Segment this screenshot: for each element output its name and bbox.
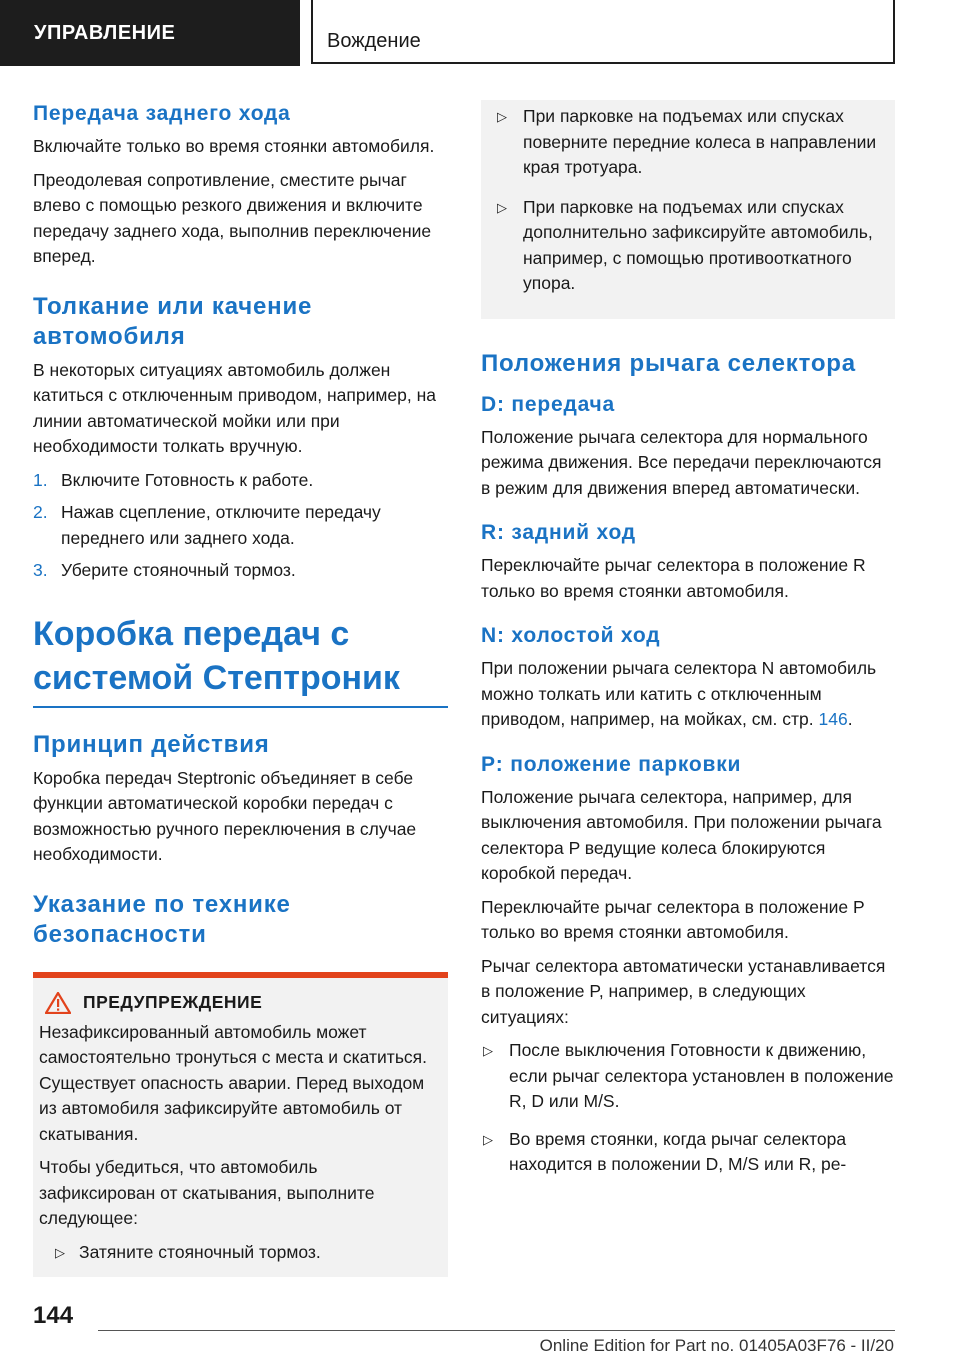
position-n-heading: N: холостой ход: [481, 624, 661, 647]
reverse-gear-heading: Передача заднего хода: [33, 102, 291, 125]
position-p-text-2: Переключайте рычаг селектора в положение P только во время стоянки автомобиля.: [481, 896, 865, 942]
list-item: ▷ При парковке на подъемах или спусках поверните передние колеса в направлении края тротуара.: [497, 106, 877, 177]
warning-text-1: Незафиксированный автомобиль может самостоятельно тронуться с места и скатиться. Существует опасность аварии. Перед выходом из автомобиля зафиксируйте автомобиль от скатывания.: [39, 1021, 428, 1144]
chapter-tab: Вождение: [311, 0, 895, 64]
position-p-text-3: Рычаг селектора автоматически устанавливается в положение P, например, в следующих ситуациях:: [481, 955, 886, 1027]
page-number: 144: [33, 1302, 74, 1329]
steptronic-heading: Коробка передач с системой Стептроник: [33, 614, 400, 697]
reverse-gear-text-1: Включайте только во время стоянки автомобиля.: [33, 136, 435, 156]
list-item: 1. Включите Готовность к работе.: [33, 468, 448, 494]
warning-title: [39, 992, 438, 1014]
step-number: 1.: [33, 469, 48, 490]
position-p-text-1: Положение рычага селектора, например, для выключения автомобиля. При положении рычага селектора P ведущие колеса блокируются коробкой передач.: [481, 786, 882, 883]
parking-tips-list: [495, 104, 881, 297]
push-vehicle-heading: Толкание или качение автомобиля: [33, 292, 313, 350]
triangle-bullet-icon: ▷: [497, 109, 507, 124]
triangle-bullet-icon: ▷: [483, 1131, 493, 1147]
position-d-text: Положение рычага селектора для нормального режима движения. Все передачи переключаются в режим для движения вперед автоматически.: [481, 426, 882, 498]
section-tab: УПРАВЛЕНИЕ: [0, 0, 300, 66]
safety-heading: Указание по технике безопасности: [33, 890, 291, 948]
page-footer: [0, 1290, 960, 1362]
step-number: 2.: [33, 502, 48, 522]
edition-text: Online Edition for Part no. 01405A03F76 - II/20: [539, 1336, 894, 1355]
reverse-gear-text-2: Преодолевая сопротивление, сместите рычаг влево с помощью резкого движения и включите передачу заднего хода, выполнив переключение вперед.: [33, 169, 432, 266]
parking-tips-box: [481, 100, 895, 319]
list-item: ▷ Затяните стояночный тормоз.: [39, 1240, 438, 1266]
footer-divider: [98, 1330, 895, 1331]
page-link[interactable]: 146: [818, 709, 848, 729]
left-column: [33, 100, 448, 1277]
position-n-text: При положении рычага селектора N автомобиль можно толкать или катить с отключенным приводом, например, на мойках, см. стр. 146.: [481, 658, 877, 729]
step-number: 3.: [33, 560, 48, 580]
principle-heading: Принцип действия: [33, 730, 270, 758]
list-item: 3. Уберите стояночный тормоз.: [33, 558, 448, 584]
warning-triangle-icon: [45, 992, 71, 1014]
push-vehicle-text: В некоторых ситуациях автомобиль должен катиться с отключенным приводом, например, на линии автоматической мойки или при необходимости толкать вручную.: [33, 359, 436, 456]
principle-text: Коробка передач Steptronic объединяет в себе функции автоматической коробки передач с возможностью ручного переключения в случае необходимости.: [33, 767, 417, 864]
right-column: [481, 100, 895, 1190]
selector-positions-heading: Положения рычага селектора: [481, 349, 856, 377]
auto-p-list: [481, 1038, 895, 1178]
position-d-heading: D: передача: [481, 392, 616, 416]
list-item: ▷ После выключения Готовности к движению, если рычаг селектора установлен в положение R, D или M/S.: [483, 1040, 894, 1111]
warning-list: [39, 1240, 438, 1266]
steptronic-heading-block: [33, 612, 448, 708]
triangle-bullet-icon: ▷: [55, 1244, 65, 1260]
warning-label: ПРЕДУПРЕЖДЕНИЕ: [83, 992, 263, 1012]
warning-text-2: Чтобы убедиться, что автомобиль зафиксирован от скатывания, выполните следующее:: [39, 1157, 375, 1228]
list-item: 2. Нажав сцепление, отключите передачу переднего или заднего хода.: [33, 502, 381, 548]
push-steps-list: [33, 468, 448, 584]
page-header: [0, 0, 960, 66]
position-p-heading: P: положение парковки: [481, 752, 742, 776]
list-item: ▷ Во время стоянки, когда рычаг селектора находится в положении D, M/S или R, ре-: [483, 1128, 847, 1174]
list-item: ▷ При парковке на подъемах или спусках дополнительно зафиксируйте автомобиль, например, с помощью противооткатного упора.: [497, 196, 873, 293]
triangle-bullet-icon: ▷: [497, 199, 507, 215]
triangle-bullet-icon: ▷: [483, 1043, 493, 1058]
warning-box: [33, 978, 448, 1278]
position-r-text: Переключайте рычаг селектора в положение R только во время стоянки автомобиля.: [481, 555, 866, 601]
position-r-heading: R: задний ход: [481, 521, 636, 544]
